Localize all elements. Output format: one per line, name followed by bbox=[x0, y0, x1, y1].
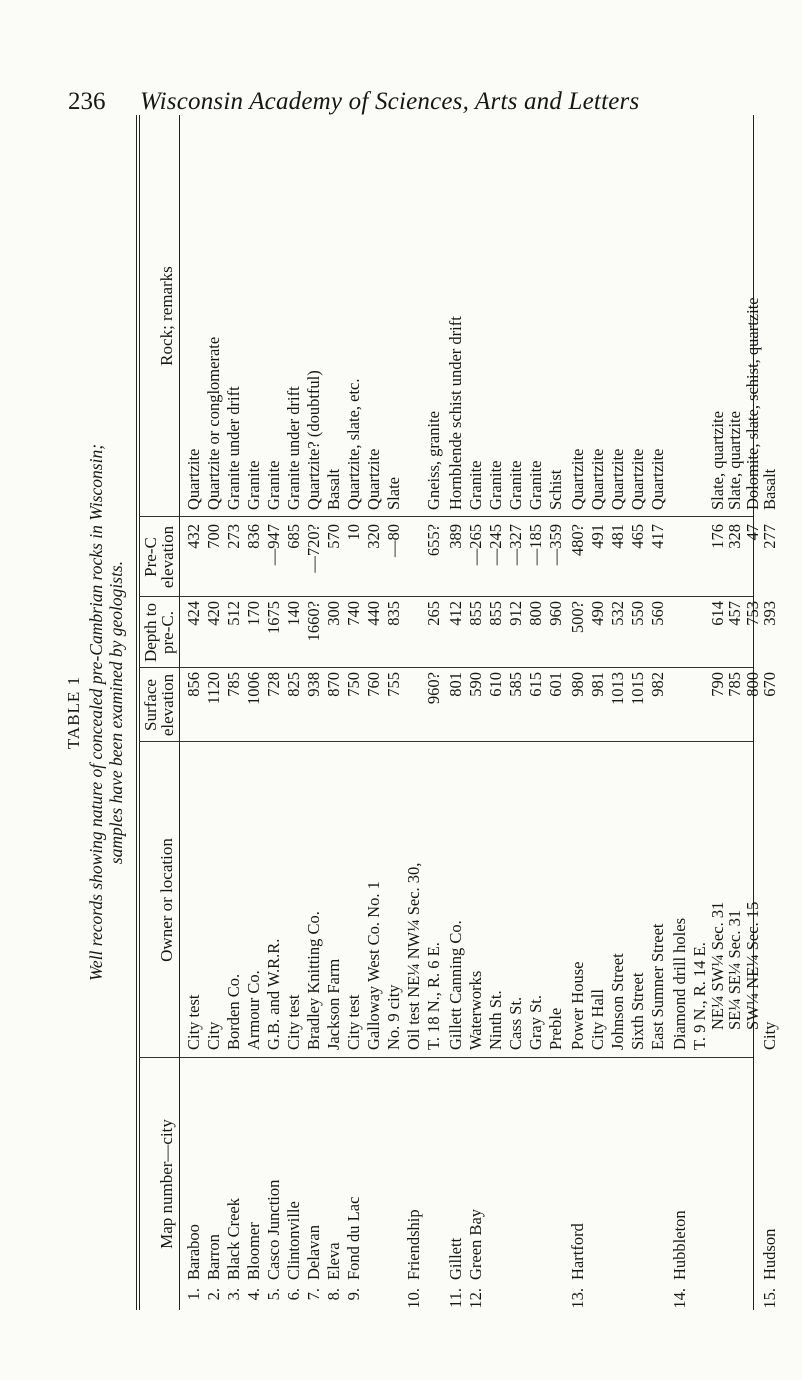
row-city: Black Creek bbox=[224, 1197, 243, 1280]
row-city: Hudson bbox=[760, 1228, 779, 1280]
row-prec-elevation: 700 bbox=[204, 524, 223, 549]
row-depth-to-prec: 170 bbox=[244, 601, 263, 626]
row-prec-elevation: 328 bbox=[725, 524, 744, 549]
row-rock-remarks: Slate, quartzite bbox=[725, 411, 744, 510]
row-city: Gillett bbox=[446, 1237, 465, 1280]
row-rock-remarks: Quartzite bbox=[588, 448, 607, 510]
row-prec-elevation: 685 bbox=[284, 524, 303, 549]
table-row bbox=[244, 115, 264, 1310]
table-row bbox=[344, 115, 364, 1310]
row-city: Eleva bbox=[324, 1242, 343, 1280]
row-owner: Jackson Farm bbox=[324, 958, 343, 1050]
row-owner: Waterworks bbox=[466, 970, 485, 1050]
table-row bbox=[466, 115, 486, 1310]
row-city: Barron bbox=[204, 1234, 223, 1280]
row-depth-to-prec: 753 bbox=[742, 601, 762, 626]
row-owner: Cass St. bbox=[506, 996, 525, 1050]
row-number: 2. bbox=[204, 1288, 223, 1301]
row-rock-remarks: Granite bbox=[466, 460, 485, 510]
row-owner: SE¼ SE¼ Sec. 31 bbox=[725, 909, 744, 1030]
row-number: 14. bbox=[670, 1288, 689, 1309]
row-city: Bloomer bbox=[244, 1222, 263, 1280]
row-depth-to-prec: 800 bbox=[526, 601, 545, 626]
row-rock-remarks: Granite bbox=[486, 460, 505, 510]
row-depth-to-prec: 265 bbox=[424, 601, 443, 626]
table-row bbox=[284, 115, 304, 1310]
row-depth-to-prec: 1660? bbox=[304, 601, 323, 642]
row-surface-elevation: 670 bbox=[760, 672, 779, 697]
row-prec-elevation: —720? bbox=[304, 524, 323, 573]
row-city: Clintonville bbox=[284, 1201, 303, 1280]
row-rock-remarks: Granite bbox=[244, 460, 263, 510]
row-depth-to-prec: 835 bbox=[384, 601, 403, 626]
table-row bbox=[424, 115, 444, 1310]
row-surface-elevation: 1006 bbox=[244, 672, 263, 705]
row-prec-elevation: —80 bbox=[384, 524, 403, 557]
row-depth-to-prec: 855 bbox=[466, 601, 485, 626]
row-rock-remarks: Schist bbox=[546, 469, 565, 510]
row-depth-to-prec: 1675 bbox=[264, 601, 283, 634]
row-rock-remarks: Dolomite, slate, schist, quartzite bbox=[742, 297, 762, 510]
row-owner: Bradley Knitting Co. bbox=[304, 911, 323, 1050]
table-row bbox=[404, 115, 424, 1310]
table-top-rule-double bbox=[139, 115, 140, 1310]
row-rock-remarks: Slate bbox=[384, 477, 403, 510]
row-rock-remarks: Quartzite bbox=[364, 448, 383, 510]
row-surface-elevation: 980 bbox=[568, 672, 587, 697]
row-depth-to-prec: 614 bbox=[707, 601, 727, 626]
row-surface-elevation: 785 bbox=[224, 672, 243, 697]
row-prec-elevation: 417 bbox=[648, 524, 667, 549]
table-header-rule bbox=[179, 115, 180, 1310]
row-owner: Preble bbox=[546, 1007, 565, 1050]
row-owner: Galloway West Co. No. 1 bbox=[364, 881, 383, 1050]
row-rock-remarks: Basalt bbox=[324, 468, 343, 510]
row-depth-to-prec: 440 bbox=[364, 601, 383, 626]
row-depth-to-prec: 532 bbox=[608, 601, 627, 626]
row-city: Baraboo bbox=[184, 1224, 203, 1280]
row-rock-remarks: Basalt bbox=[760, 468, 779, 510]
row-owner: Armour Co. bbox=[244, 970, 263, 1050]
row-prec-elevation: 47 bbox=[742, 524, 762, 541]
row-number: 15. bbox=[760, 1288, 779, 1309]
header-owner-location: Owner or location bbox=[157, 838, 176, 962]
row-rock-remarks: Granite bbox=[506, 460, 525, 510]
row-prec-elevation: —359 bbox=[546, 524, 565, 566]
table-row bbox=[364, 115, 384, 1310]
row-surface-elevation: 590 bbox=[466, 672, 485, 697]
row-owner: Borden Co. bbox=[224, 973, 243, 1050]
row-number: 9. bbox=[344, 1288, 363, 1301]
row-depth-to-prec: 740 bbox=[344, 601, 363, 626]
table-label: TABLE 1 bbox=[64, 675, 83, 750]
row-depth-to-prec: 512 bbox=[224, 601, 243, 626]
row-rock-remarks: Quartzite bbox=[628, 448, 647, 510]
row-rock-remarks: Granite under drift bbox=[284, 386, 303, 510]
row-owner: Ninth St. bbox=[486, 990, 505, 1050]
row-prec-elevation: 273 bbox=[224, 524, 243, 549]
row-rock-remarks: Slate, quartzite bbox=[707, 411, 727, 510]
row-depth-to-prec: 500? bbox=[568, 601, 587, 634]
page-number: 236 bbox=[68, 88, 106, 115]
row-surface-elevation: 825 bbox=[284, 672, 303, 697]
table-row bbox=[446, 115, 466, 1310]
row-owner: City test bbox=[344, 994, 363, 1050]
table-row bbox=[628, 115, 648, 1310]
row-depth-to-prec: 420 bbox=[204, 601, 223, 626]
row-city: Green Bay bbox=[466, 1208, 485, 1280]
header-prec-line-1: Pre-C bbox=[141, 537, 160, 577]
row-depth-to-prec: 140 bbox=[284, 601, 303, 626]
row-owner: NE¼ SW¼ Sec. 31 bbox=[707, 901, 727, 1030]
row-owner: City test bbox=[184, 994, 203, 1050]
row-surface-elevation: 728 bbox=[264, 672, 283, 697]
row-city: Hartford bbox=[568, 1223, 587, 1280]
row-owner: No. 9 city bbox=[384, 984, 403, 1050]
row-rock-remarks: Quartzite or conglomerate bbox=[204, 336, 223, 510]
row-owner: City bbox=[760, 1021, 779, 1050]
row-surface-elevation: 856 bbox=[184, 672, 203, 697]
row-number: 5. bbox=[264, 1288, 283, 1301]
row-rock-remarks: Quartzite bbox=[608, 448, 627, 510]
row-prec-elevation: —245 bbox=[486, 524, 505, 566]
table-row bbox=[384, 115, 404, 1310]
row-rock-remarks: Quartzite bbox=[184, 448, 203, 510]
row-surface-elevation: 981 bbox=[588, 672, 607, 697]
row-depth-to-prec: 855 bbox=[486, 601, 505, 626]
table-row bbox=[304, 115, 324, 1310]
row-owner: Gray St. bbox=[526, 995, 545, 1050]
row-surface-elevation: 760 bbox=[364, 672, 383, 697]
row-city: Hubbleton bbox=[670, 1210, 689, 1280]
row-rock-remarks: Quartzite? (doubtful) bbox=[304, 370, 323, 510]
row-owner: City Hall bbox=[588, 989, 607, 1050]
row-prec-elevation: 465 bbox=[628, 524, 647, 549]
row-surface-elevation: 938 bbox=[304, 672, 323, 697]
row-owner: T. 9 N., R. 14 E. bbox=[690, 942, 709, 1050]
row-city: Fond du Lac bbox=[344, 1196, 363, 1280]
row-rock-remarks: Granite bbox=[264, 460, 283, 510]
row-prec-elevation: 836 bbox=[244, 524, 263, 549]
row-depth-to-prec: 490 bbox=[588, 601, 607, 626]
row-surface-elevation: 1120 bbox=[204, 672, 223, 705]
row-prec-elevation: 277 bbox=[760, 524, 779, 549]
table-row bbox=[670, 115, 690, 1310]
row-prec-elevation: 432 bbox=[184, 524, 203, 549]
row-owner: City bbox=[204, 1021, 223, 1050]
table-caption-line-1: Well records showing nature of concealed pre-Cambrian rocks in Wisconsin; bbox=[86, 443, 106, 982]
row-surface-elevation: 1013 bbox=[608, 672, 627, 705]
row-rock-remarks: Quartzite, slate, etc. bbox=[344, 378, 363, 510]
row-rock-remarks: Granite under drift bbox=[224, 386, 243, 510]
row-depth-to-prec: 560 bbox=[648, 601, 667, 626]
header-surface-line-1: Surface bbox=[141, 679, 160, 731]
row-prec-elevation: 10 bbox=[344, 524, 363, 541]
header-prec-line-2: elevation bbox=[158, 525, 177, 589]
row-surface-elevation: 755 bbox=[384, 672, 403, 697]
row-owner: East Sumner Street bbox=[648, 923, 667, 1050]
row-owner: T. 18 N., R. 6 E. bbox=[424, 942, 443, 1050]
row-rock-remarks: Quartzite bbox=[568, 448, 587, 510]
row-surface-elevation: 801 bbox=[446, 672, 465, 697]
row-prec-elevation: —185 bbox=[526, 524, 545, 566]
header-surface-line-2: elevation bbox=[158, 673, 177, 737]
table-row bbox=[184, 115, 204, 1310]
row-prec-elevation: —327 bbox=[506, 524, 525, 566]
table-caption-line-2: samples have been examined by geologists. bbox=[106, 560, 126, 865]
row-surface-elevation: 615 bbox=[526, 672, 545, 697]
row-prec-elevation: 480? bbox=[568, 524, 587, 557]
row-owner: Gillett Canning Co. bbox=[446, 920, 465, 1050]
row-depth-to-prec: 912 bbox=[506, 601, 525, 626]
row-depth-to-prec: 960 bbox=[546, 601, 565, 626]
row-number: 7. bbox=[304, 1288, 323, 1301]
table-row bbox=[506, 115, 526, 1310]
table-row bbox=[760, 115, 780, 1310]
row-surface-elevation: 585 bbox=[506, 672, 525, 697]
row-owner: Oil test NE¼ NW¼ Sec. 30, bbox=[404, 862, 423, 1050]
row-city: Casco Junction bbox=[264, 1179, 283, 1280]
row-surface-elevation: 610 bbox=[486, 672, 505, 697]
row-number: 12. bbox=[466, 1288, 485, 1309]
header-rock-remarks: Rock; remarks bbox=[157, 266, 176, 366]
row-prec-elevation: 655? bbox=[424, 524, 443, 557]
row-depth-to-prec: 424 bbox=[184, 601, 203, 626]
row-owner: Sixth Street bbox=[628, 972, 647, 1050]
row-depth-to-prec: 393 bbox=[760, 601, 779, 626]
row-number: 1. bbox=[184, 1288, 203, 1301]
row-owner: SW¼ NE¼ Sec. 15 bbox=[742, 901, 762, 1030]
row-number: 8. bbox=[324, 1288, 343, 1301]
row-prec-elevation: 570 bbox=[324, 524, 343, 549]
row-number: 6. bbox=[284, 1288, 303, 1301]
row-prec-elevation: 320 bbox=[364, 524, 383, 549]
row-number: 11. bbox=[446, 1288, 465, 1309]
table-row bbox=[264, 115, 284, 1310]
row-city: Delavan bbox=[304, 1225, 323, 1280]
row-owner: City test bbox=[284, 994, 303, 1050]
header-depth-line-1: Depth to bbox=[141, 602, 160, 663]
row-prec-elevation: 491 bbox=[588, 524, 607, 549]
row-prec-elevation: —265 bbox=[466, 524, 485, 566]
row-number: 13. bbox=[568, 1288, 587, 1309]
table-row bbox=[204, 115, 224, 1310]
row-prec-elevation: 389 bbox=[446, 524, 465, 549]
table-row bbox=[324, 115, 344, 1310]
table-row bbox=[546, 115, 566, 1310]
row-owner: G.B. and W.R.R. bbox=[264, 938, 283, 1050]
table-row bbox=[224, 115, 244, 1310]
row-surface-elevation: 1015 bbox=[628, 672, 647, 705]
row-city: Friendship bbox=[404, 1209, 423, 1280]
well-records-table bbox=[60, 115, 779, 1310]
row-number: 4. bbox=[244, 1288, 263, 1301]
row-surface-elevation: 785 bbox=[725, 672, 744, 697]
header-depth-line-2: pre-C. bbox=[158, 611, 177, 654]
row-surface-elevation: 790 bbox=[707, 672, 727, 697]
row-surface-elevation: 601 bbox=[546, 672, 565, 697]
row-number: 10. bbox=[404, 1288, 423, 1309]
table-row bbox=[526, 115, 546, 1310]
row-prec-elevation: 481 bbox=[608, 524, 627, 549]
table-row bbox=[608, 115, 628, 1310]
row-rock-remarks: Gneiss, granite bbox=[424, 411, 443, 510]
running-title: Wisconsin Academy of Sciences, Arts and Letters bbox=[140, 88, 640, 115]
row-owner: Power House bbox=[568, 961, 587, 1050]
row-number: 3. bbox=[224, 1288, 243, 1301]
table-row bbox=[588, 115, 608, 1310]
row-surface-elevation: 960? bbox=[424, 672, 443, 705]
table-row bbox=[486, 115, 506, 1310]
row-owner: Diamond drill holes bbox=[670, 918, 689, 1050]
table-row bbox=[568, 115, 588, 1310]
row-depth-to-prec: 300 bbox=[324, 601, 343, 626]
row-rock-remarks: Quartzite bbox=[648, 448, 667, 510]
row-depth-to-prec: 412 bbox=[446, 601, 465, 626]
header-map-city: Map number—city bbox=[157, 1119, 176, 1249]
row-surface-elevation: 750 bbox=[344, 672, 363, 697]
row-surface-elevation: 982 bbox=[648, 672, 667, 697]
row-surface-elevation: 870 bbox=[324, 672, 343, 697]
row-prec-elevation: 176 bbox=[707, 524, 727, 549]
row-prec-elevation: —947 bbox=[264, 524, 283, 566]
row-depth-to-prec: 550 bbox=[628, 601, 647, 626]
row-rock-remarks: Granite bbox=[526, 460, 545, 510]
row-owner: Johnson Street bbox=[608, 953, 627, 1050]
table-top-rule bbox=[136, 115, 137, 1310]
row-rock-remarks: Hornblende schist under drift bbox=[446, 316, 465, 510]
row-depth-to-prec: 457 bbox=[725, 601, 744, 626]
row-surface-elevation: 800 bbox=[742, 672, 762, 697]
table-row bbox=[648, 115, 668, 1310]
